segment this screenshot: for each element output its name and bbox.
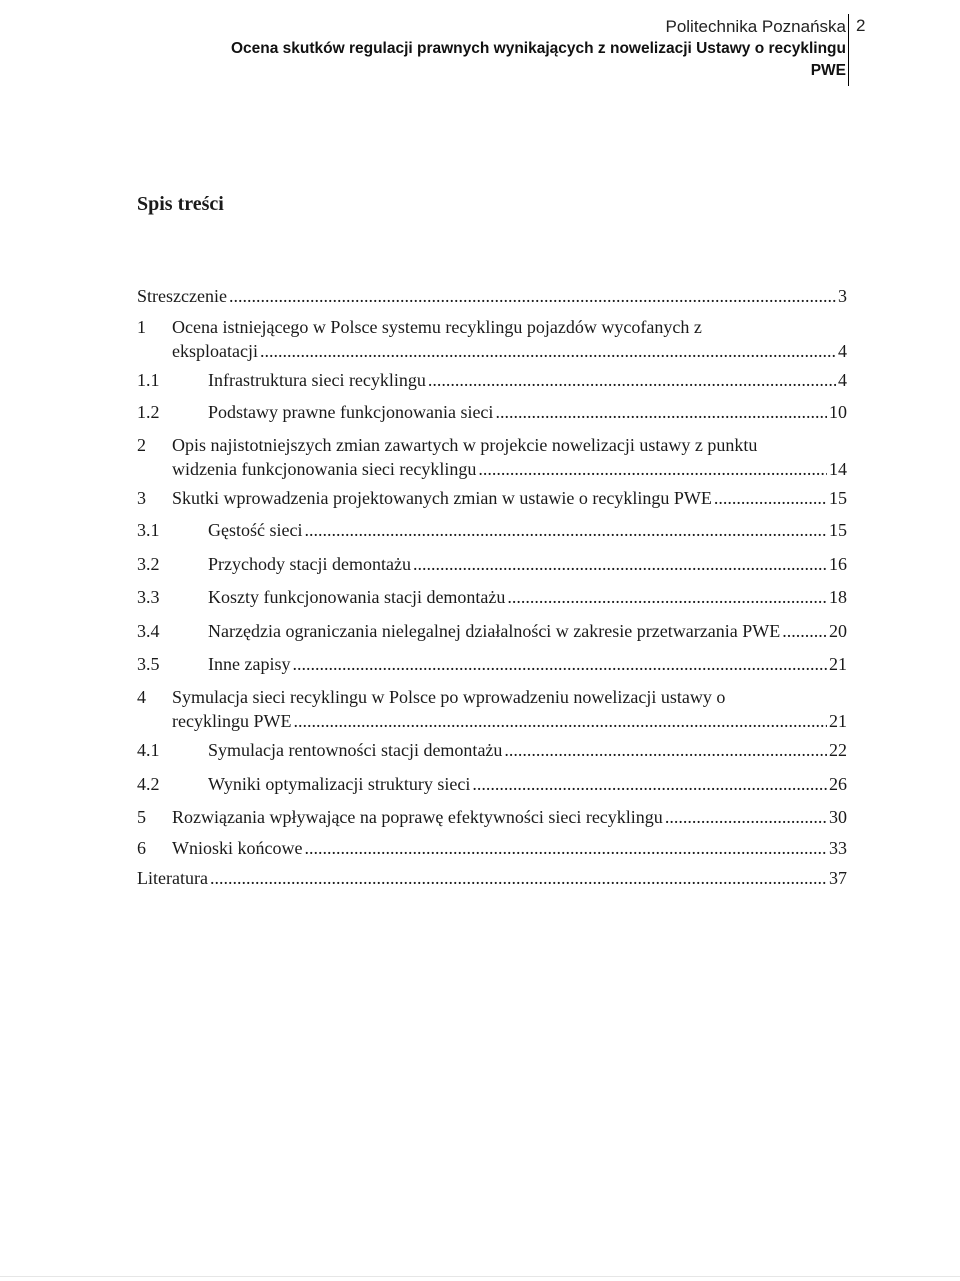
toc-entry-text: Podstawy prawne funkcjonowania sieci	[208, 402, 494, 422]
toc-entry[interactable]	[137, 552, 847, 576]
header-title-line2: PWE	[810, 62, 846, 79]
toc-leader-dots	[782, 619, 827, 643]
toc-entry-number: 3.2	[137, 554, 160, 574]
toc-entry[interactable]	[137, 652, 847, 676]
toc-entry[interactable]	[137, 368, 847, 392]
header-divider	[848, 14, 849, 86]
toc-entry-text: Narzędzia ograniczania nielegalnej działalności w zakresie przetwarzania PWE	[208, 621, 781, 641]
toc-entry-text: Symulacja sieci recyklingu w Polsce po wprowadzeniu nowelizacji ustawy o	[172, 687, 726, 707]
toc-entry-page: 16	[829, 554, 847, 574]
toc-entry-text-cont: recyklingu PWE	[172, 711, 292, 731]
toc-leader-dots	[292, 652, 827, 676]
page-bottom-edge	[0, 1276, 960, 1277]
toc-entry-number: 1.2	[137, 402, 160, 422]
toc-leader-dots	[293, 709, 827, 733]
toc-entry[interactable]	[137, 315, 847, 363]
toc-entry[interactable]	[137, 738, 847, 762]
toc-entry-page: 10	[829, 402, 847, 422]
toc-entry-text: Infrastruktura sieci recyklingu	[208, 370, 426, 390]
toc-entry[interactable]	[137, 433, 847, 481]
toc-leader-dots	[504, 738, 827, 762]
toc-entry-page: 26	[829, 774, 847, 794]
toc-entry-number: 3.4	[137, 621, 160, 641]
toc-entry-page: 30	[829, 807, 847, 827]
toc-entry-page: 4	[838, 370, 847, 390]
toc-entry-text: Ocena istniejącego w Polsce systemu recyklingu pojazdów wycofanych z	[172, 317, 702, 337]
toc-leader-dots	[229, 284, 836, 308]
toc-entry-text: Literatura	[137, 868, 208, 888]
toc-entry[interactable]	[137, 836, 847, 860]
toc-entry-number: 6	[137, 838, 146, 858]
toc-leader-dots	[478, 457, 827, 481]
toc-entry-text: Skutki wprowadzenia projektowanych zmian w ustawie o recyklingu PWE	[172, 488, 712, 508]
toc-entry-number: 4.1	[137, 740, 160, 760]
toc-leader-dots	[210, 866, 827, 890]
toc-entry-number: 2	[137, 435, 146, 455]
toc-entry[interactable]	[137, 805, 847, 829]
toc-entry-text: Wyniki optymalizacji struktury sieci	[208, 774, 471, 794]
toc-entry[interactable]	[137, 866, 847, 890]
toc-entry-text: Symulacja rentowności stacji demontażu	[208, 740, 503, 760]
toc-entry[interactable]	[137, 486, 847, 510]
toc-heading: Spis treści	[137, 193, 224, 215]
toc-entry-text: Streszczenie	[137, 286, 227, 306]
toc-entry-text: Wnioski końcowe	[172, 838, 303, 858]
toc-entry[interactable]	[137, 400, 847, 424]
toc-entry-page: 3	[838, 286, 847, 306]
toc-leader-dots	[413, 552, 827, 576]
toc-entry[interactable]	[137, 619, 847, 643]
toc-entry-text-cont: widzenia funkcjonowania sieci recyklingu	[172, 459, 477, 479]
toc-leader-dots	[260, 339, 836, 363]
header-institution: Politechnika Poznańska	[665, 17, 846, 36]
toc-entry-page: 21	[829, 654, 847, 674]
toc-entry-number: 1	[137, 317, 146, 337]
toc-entry-page: 37	[829, 868, 847, 888]
toc-entry-page: 4	[838, 341, 847, 361]
toc-entry-number: 3.5	[137, 654, 160, 674]
toc-leader-dots	[507, 585, 827, 609]
toc-leader-dots	[304, 518, 827, 542]
toc-entry-text: Koszty funkcjonowania stacji demontażu	[208, 587, 506, 607]
toc-entry-number: 3.3	[137, 587, 160, 607]
toc-entry-page: 33	[829, 838, 847, 858]
header-title-line1: Ocena skutków regulacji prawnych wynikających z nowelizacji Ustawy o recyklingu	[230, 40, 846, 57]
toc-entry-page: 22	[829, 740, 847, 760]
toc-entry-page: 15	[829, 520, 847, 540]
toc-entry-text: Inne zapisy	[208, 654, 291, 674]
toc-entry-number: 4	[137, 687, 146, 707]
toc-entry-page: 20	[829, 621, 847, 641]
toc-entry-page: 21	[829, 711, 847, 731]
toc-entry-number: 3	[137, 488, 146, 508]
toc-entry-page: 14	[829, 459, 847, 479]
toc-leader-dots	[304, 836, 827, 860]
toc-entry-text: Gęstość sieci	[208, 520, 303, 540]
toc-entry-number: 3.1	[137, 520, 160, 540]
toc-entry-text: Rozwiązania wpływające na poprawę efektywności sieci recyklingu	[172, 807, 663, 827]
toc-leader-dots	[665, 805, 827, 829]
toc-entry[interactable]	[137, 685, 847, 733]
toc-leader-dots	[495, 400, 827, 424]
toc-entry-text-cont: eksploatacji	[172, 341, 258, 361]
running-header	[106, 16, 846, 82]
toc-leader-dots	[472, 772, 827, 796]
toc-entry-number: 5	[137, 807, 146, 827]
toc-entry[interactable]	[137, 772, 847, 796]
toc-entry-text: Opis najistotniejszych zmian zawartych w projekcie nowelizacji ustawy z punktu	[172, 435, 758, 455]
toc-entry-number: 1.1	[137, 370, 160, 390]
page-number: 2	[856, 16, 866, 35]
toc-entry[interactable]	[137, 284, 847, 308]
toc-entry-page: 15	[829, 488, 847, 508]
toc-entry-number: 4.2	[137, 774, 160, 794]
toc-entry-page: 18	[829, 587, 847, 607]
toc-leader-dots	[428, 368, 836, 392]
toc-leader-dots	[714, 486, 827, 510]
toc-entry[interactable]	[137, 585, 847, 609]
toc-entry-text: Przychody stacji demontażu	[208, 554, 411, 574]
toc-entry[interactable]	[137, 518, 847, 542]
